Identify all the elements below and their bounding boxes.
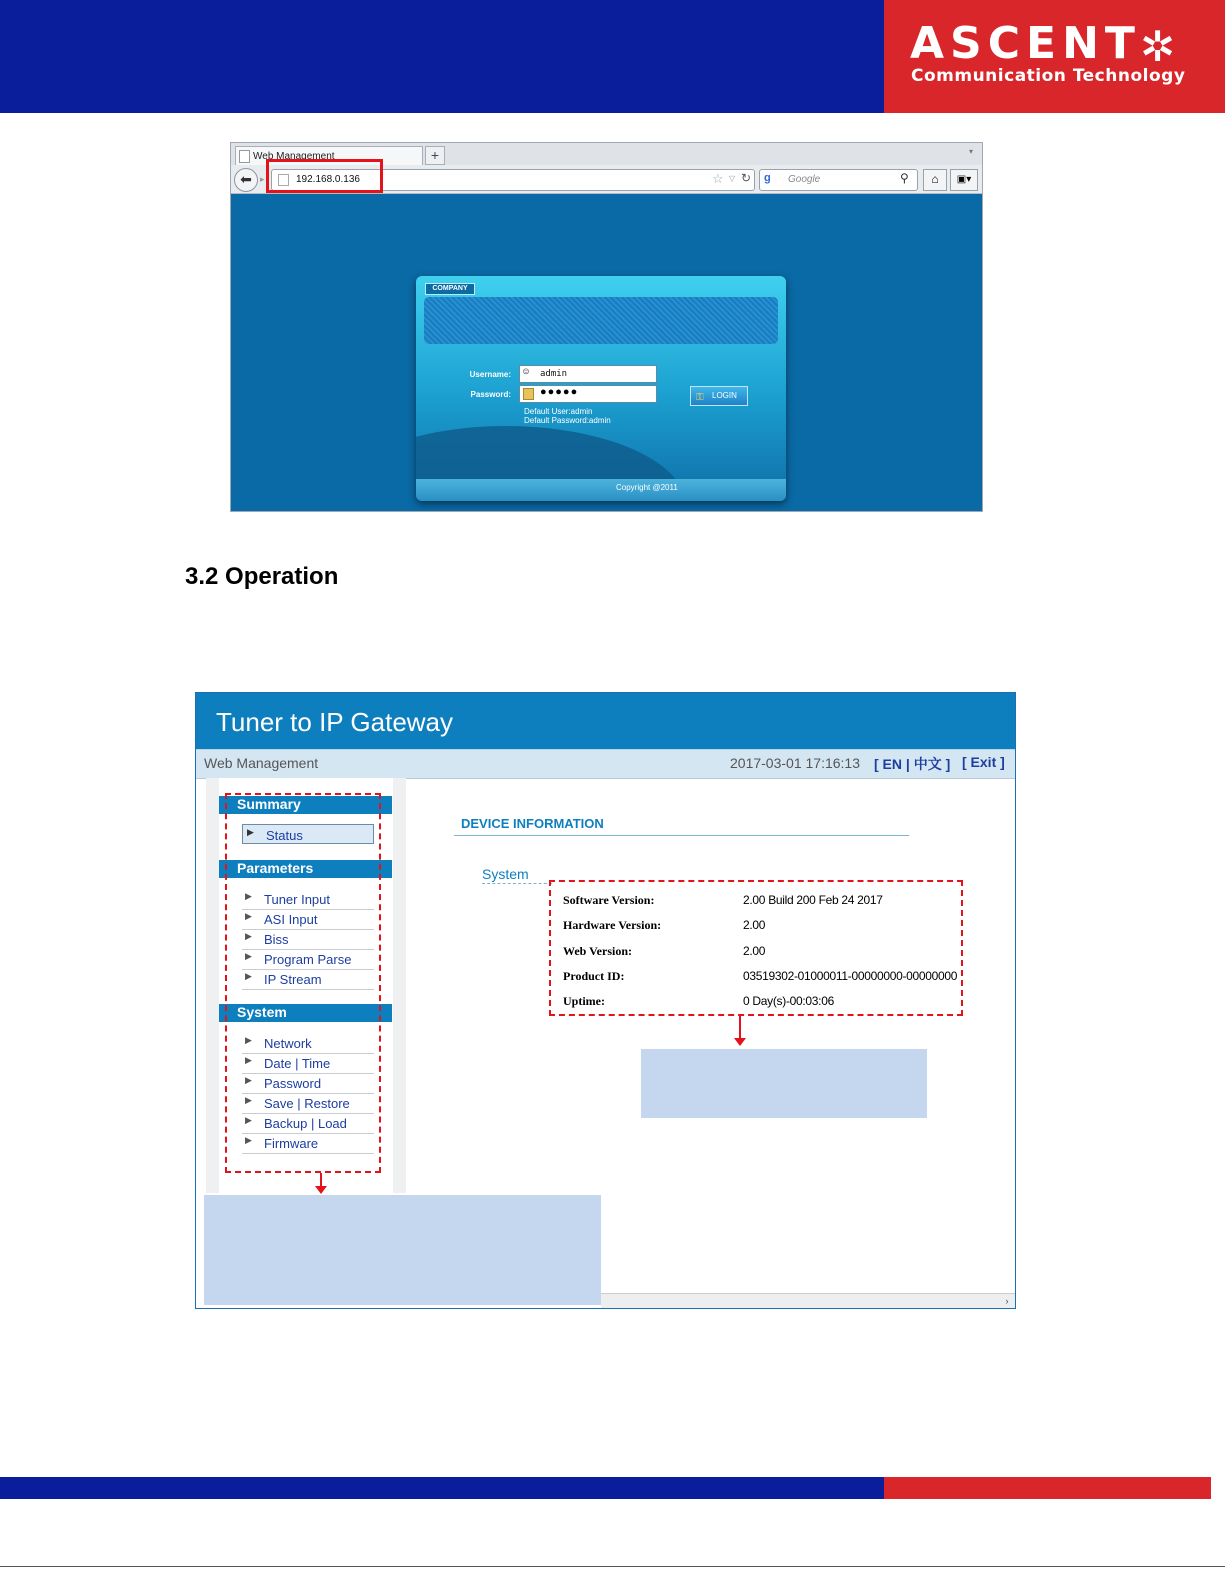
new-tab-button[interactable]: + [425,146,445,165]
arrow-right-icon: ▶ [247,827,254,837]
arrow-right-icon: ▶ [245,1095,252,1105]
info-callout-arrow [739,1016,741,1040]
exit-link[interactable]: [ Exit ] [962,754,1005,770]
arrow-right-icon: ▶ [245,1055,252,1065]
app-subheader [196,749,1015,779]
sidebar-callout-box [225,793,381,1173]
sidebar-item-label: Backup | Load [264,1116,347,1131]
footer-red-band [884,1477,1211,1499]
sidebar-item-label: Network [264,1036,312,1051]
arrow-right-icon: ▶ [245,1075,252,1085]
arrow-down-icon [315,1186,327,1194]
horizontal-scrollbar[interactable] [601,1293,1015,1309]
default-user-hint: Default User:admin [524,407,593,416]
arrow-right-icon: ▶ [245,1035,252,1045]
reload-icon[interactable]: ↻ [741,171,752,185]
arrow-right-icon: ▶ [245,971,252,981]
key-icon: ⚿ [696,392,704,403]
app-title: Tuner to IP Gateway [216,707,454,737]
info-label-hardware-version: Hardware Version: [563,918,662,932]
browser-login-screenshot [230,142,983,512]
section-heading: 3.2 Operation [185,563,339,590]
url-text: 192.168.0.136 [296,174,360,185]
info-label-product-id: Product ID: [563,969,625,983]
password-value: ●●●●● [540,386,579,398]
sidebar-header-label: Summary [237,796,301,812]
brand-logo-text: ASCENT [910,18,1141,69]
password-field[interactable] [519,385,657,403]
login-panel [416,276,786,501]
url-highlight-box [266,159,383,193]
current-datetime: 2017-03-01 17:16:13 [730,755,860,771]
arrow-right-icon: ▶ [245,951,252,961]
search-icon[interactable]: ⚲ [900,171,909,185]
username-field[interactable] [519,365,657,383]
sidebar-note-box [204,1195,601,1305]
info-note-box [641,1049,927,1118]
username-value: admin [540,369,568,379]
footer-blue-band [0,1477,884,1499]
lock-icon [523,388,534,400]
system-heading: System [482,866,529,882]
info-label-software-version: Software Version: [563,893,655,907]
system-heading-underline [482,883,552,884]
arrow-right-icon: ▶ [245,1135,252,1145]
page-icon [239,150,250,163]
login-footer-band [416,479,786,501]
forward-arrow-icon[interactable]: ▸ [260,174,265,184]
sidebar-item-label: Date | Time [264,1056,331,1071]
app-subtitle: Web Management [204,755,319,771]
sidebar-item-label: Status [266,828,303,843]
info-value-software-version: 2.00 Build 200 Feb 24 2017 [743,893,883,907]
login-banner [424,297,778,344]
brand-tagline: Communication Technology [911,66,1186,86]
tab-title: Web Management [253,151,335,162]
bookmark-star-icon[interactable]: ☆ [712,171,724,186]
tab-list-icon[interactable]: ▾ [969,147,974,156]
sidebar-header-label: Parameters [237,860,314,876]
app-title-bar [196,693,1015,749]
sidebar-item-label: Tuner Input [264,892,331,907]
info-label-web-version: Web Version: [563,944,633,958]
company-tag: COMPANY [425,283,475,295]
addon-menu-icon[interactable]: ▣▾ [950,169,978,191]
info-value-web-version: 2.00 [743,944,766,958]
device-info-heading: DEVICE INFORMATION [461,816,604,831]
scroll-right-icon[interactable]: › [1005,1296,1009,1306]
brand-star-icon: ✲ [1140,23,1176,70]
language-switch[interactable]: [ EN | 中文 ] [874,756,951,772]
web-management-screenshot [195,692,1016,1309]
heading-divider [454,835,909,836]
header-blue-band [0,0,884,113]
sidebar-item-label: Biss [264,932,289,947]
info-value-hardware-version: 2.00 [743,918,766,932]
sidebar-callout-arrow [320,1173,322,1187]
google-icon: g [764,172,771,184]
sidebar-item-label: IP Stream [264,972,322,987]
search-placeholder: Google [788,174,821,185]
default-password-hint: Default Password:admin [524,416,611,425]
arrow-right-icon: ▶ [245,911,252,921]
info-label-uptime: Uptime: [563,994,605,1008]
username-label: Username: [469,370,511,379]
arrow-right-icon: ▶ [245,891,252,901]
arrow-right-icon: ▶ [245,931,252,941]
search-input[interactable] [759,169,918,191]
footer-rule [0,1566,1225,1567]
info-callout-box [549,880,963,1016]
sidebar-header-label: System [237,1004,287,1020]
home-icon[interactable]: ⌂ [923,169,947,191]
info-value-uptime: 0 Day(s)-00:03:06 [743,994,834,1008]
info-value-product-id: 03519302-01000011-00000000-00000000 [743,969,958,983]
copyright-text: Copyright @2011 [616,483,678,492]
sidebar-item-label: Program Parse [264,952,352,967]
sidebar-item-label: ASI Input [264,912,318,927]
sidebar-item-label: Save | Restore [264,1096,350,1111]
login-button-label: LOGIN [712,391,737,400]
password-label: Password: [470,390,511,399]
arrow-down-icon [734,1038,746,1046]
history-dropdown-icon[interactable]: ▽ [729,174,736,183]
arrow-right-icon: ▶ [245,1115,252,1125]
back-arrow-icon[interactable]: ⬅ [234,168,258,192]
login-button[interactable] [690,386,748,406]
sidebar-item-label: Password [264,1076,322,1091]
sidebar-item-label: Firmware [264,1136,319,1151]
user-icon: ☺ [523,367,530,378]
